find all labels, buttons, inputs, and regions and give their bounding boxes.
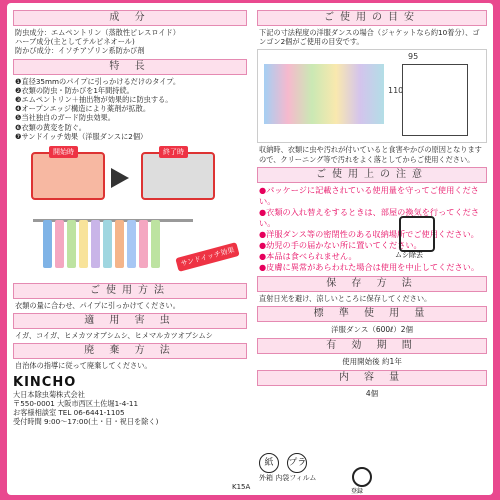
hanging-shirt [55,220,64,268]
hanging-shirt [79,220,88,268]
usage-text: 衣類の量に合わせ、パイプに引っかけてください。 [15,301,180,311]
bug-removal-icon [399,216,435,252]
after-label: 終了時 [159,146,188,158]
pests-text: イガ、コイガ、ヒメカツオブシムシ、ヒメマルカツオブシムシ [15,331,213,341]
before-pad [31,148,105,200]
usage-header: ご使用方法 [13,283,247,299]
before-label: 開始時 [49,146,78,158]
inner-film-label: 内袋フィルム [275,474,317,482]
content-text: 4個 [365,388,379,398]
caution-text: ●パッケージに記載されている使用量を守ってご使用ください。 ●衣類の入れ替えをするときは、部屋の換気を行ってください。 ●洋服ダンス等の密閉性のある収納場所でご使用ください。 ●幼児の手の届かない所に置いてください。 ●本品は食べられません。 ●皮膚に異常があらわれた場合は使用を中止してください。 [259,184,480,272]
content-header: 内 容 量 [257,370,487,386]
hanging-shirt [67,220,76,268]
paper-recycle-icon: 紙 [259,453,279,473]
features-text: ❶直径35mmのパイプに引っかけるだけのタイプ。 ❷衣類の防虫・防かびを1年間持続。 ❸エムペントリン＋抽出物が効果的に防虫する。 ❹オープンエッジ構造により薬剤が拡散。 ❺当社独自のガード防虫効果。 ❻衣類の黄変を防ぐ。 ❼サンドイッチ効果（洋服ダンスに2個） [15,76,181,141]
storage-method-text: 直射日光を避け、涼しいところに保存してください。 [259,293,432,303]
effect-illustration [13,144,247,206]
disposal-header: 廃 棄 方 法 [13,343,247,359]
company-address: 〒550-0001 大阪市西区土佐堀1-4-11 お客様相談室 TEL 06-6441-1105 受付時間 9:00〜17:00(土・日・祝日を除く) [13,398,159,426]
hanging-shirt [127,220,136,268]
right-column [257,7,487,401]
storage-note: 収納時、衣類に虫や汚れが付いていると食害やかびの原因となりますので、クリーニング等で汚れをよく落としてからご使用ください。 [259,145,482,164]
ingredients-text: 防虫成分：エムペントリン（蒸散性ピレスロイド） ハーブ成分(主としてテルピネオール) 防かび成分：イソチアゾリン系防かび剤 [15,28,180,56]
hanging-shirt [151,220,160,268]
plastic-recycle-icon: プラ [287,453,307,473]
hanging-shirt [43,220,52,268]
company-name: 大日本除虫菊株式会社 [13,389,85,399]
sandwich-badge: サンドイッチ効果 [175,242,240,272]
hanging-shirt [139,220,148,268]
effective-period-header: 有 効 期 間 [257,338,487,354]
hanging-shirt [91,220,100,268]
hanging-shirt [103,220,112,268]
package-back-label [7,3,493,495]
registration-seal-icon [352,467,372,487]
recycle-icons [259,453,316,483]
registration-label: 登録 [351,488,364,495]
wardrobe-diagram [257,49,487,143]
caution-header: ご使用上の注意 [257,167,487,183]
guide-header: ご使用の目安 [257,10,487,26]
hanging-shirt [115,220,124,268]
disposal-text: 自治体の指導に従って廃棄してください。 [15,361,152,371]
width-dimension: 95 [408,52,419,62]
after-pad [141,148,215,200]
wardrobe-outline [402,64,468,136]
brand-logo [13,375,247,390]
arrow-icon [111,168,129,188]
left-column [13,7,247,426]
storage-method-header: 保 存 方 法 [257,276,487,292]
pests-header: 適 用 害 虫 [13,313,247,329]
ingredients-header: 成 分 [13,10,247,26]
effective-period-text: 使用開始後 約1年 [342,356,402,366]
bug-removal-label: ムシ除去 [395,251,423,259]
standard-usage-header: 標 準 使 用 量 [257,306,487,322]
brand-logo-text: INCHO [24,374,77,390]
features-header: 特 長 [13,59,247,75]
closet-illustration [13,210,247,280]
standard-usage-text: 洋服ダンス（600ℓ）2個 [330,324,414,334]
product-code: K15A [232,483,251,491]
outer-box-label: 外箱 [259,474,273,482]
wardrobe-clothes [264,64,384,124]
guide-text: 下記の寸法程度の洋服ダンスの場合（ジャケットなら約10着分）、ゴンゴン2個がご使用の目安です。 [259,28,480,47]
brand-logo-k: K [13,374,25,390]
height-dimension: 110 [388,86,404,96]
